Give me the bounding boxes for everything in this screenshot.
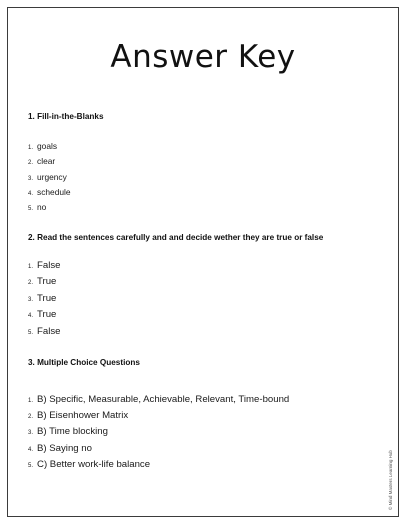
list-item: 3. True — [28, 293, 57, 304]
section-heading-fill-in-the-blanks: 1. Fill-in-the-Blanks — [28, 112, 104, 121]
section-heading-true-or-false: 2. Read the sentences carefully and and decide wether they are true or false — [28, 233, 324, 242]
list-item: 3. urgency — [28, 172, 67, 182]
page-title: Answer Key — [110, 39, 296, 75]
copyright-watermark: © Mind Masters Learning Hub — [388, 450, 393, 510]
list-item: 1. goals — [28, 141, 58, 151]
list-item: 4. True — [28, 309, 57, 320]
list-item: 5. no — [28, 202, 47, 212]
list-item: 5. False — [28, 326, 61, 337]
list-item: 1. B) Specific, Measurable, Achievable, Relevant, Time-bound — [28, 394, 290, 405]
list-item: 5. C) Better work-life balance — [28, 459, 151, 470]
list-item: 2. clear — [28, 156, 56, 166]
list-item: 1. False — [28, 260, 61, 271]
section-heading-multiple-choice: 3. Multiple Choice Questions — [28, 358, 140, 367]
list-item: 4. schedule — [28, 187, 71, 197]
list-item: 3. B) Time blocking — [28, 426, 108, 437]
list-item: 2. True — [28, 276, 57, 287]
answer-key-page — [7, 7, 399, 517]
list-item: 2. B) Eisenhower Matrix — [28, 410, 129, 421]
list-item: 4. B) Saying no — [28, 443, 92, 454]
